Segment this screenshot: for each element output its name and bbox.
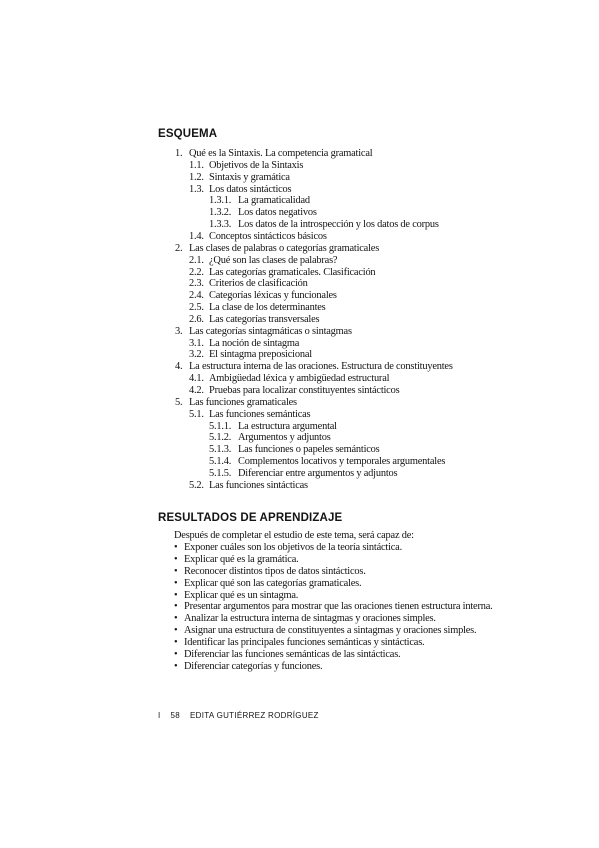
outline-text: La gramaticalidad — [238, 195, 310, 207]
outline-text: Las funciones sintácticas — [209, 479, 308, 491]
outline-item — [189, 267, 375, 279]
bullet-icon: • — [174, 649, 178, 661]
bullet-icon: • — [174, 565, 178, 577]
outline-text: La estructura interna de las oraciones. Estructura de constituyentes — [189, 361, 453, 373]
outline-number: 5. — [175, 396, 183, 408]
outline-number: 2.1. — [189, 254, 204, 266]
outline-item — [209, 468, 397, 480]
outline-number: 5.1.5. — [209, 467, 232, 479]
bullet-item — [174, 649, 493, 661]
bullet-icon: • — [174, 625, 178, 637]
resultados-list — [174, 542, 493, 673]
outline-text: Ambigüedad léxica y ambigüedad estructural — [209, 373, 390, 385]
outline-text: Criterios de clasificación — [209, 278, 308, 290]
outline-number: 3.1. — [189, 337, 204, 349]
outline-number: 4.1. — [189, 373, 204, 385]
outline-number: 1.4. — [189, 230, 204, 242]
bullet-icon: • — [174, 613, 178, 625]
outline-text: Las funciones semánticas — [209, 408, 311, 420]
outline-item — [209, 195, 310, 207]
outline-number: 1.3.3. — [209, 219, 232, 231]
bullet-icon: • — [174, 589, 178, 601]
outline-item — [175, 243, 379, 255]
outline-item — [189, 409, 310, 421]
outline-text: La clase de los determinantes — [209, 302, 326, 314]
outline-text: Objetivos de la Sintaxis — [209, 159, 304, 171]
bullet-text: Explicar qué son las categorías gramaticales. — [184, 577, 362, 589]
outline-item — [209, 432, 331, 444]
outline-number: 2.2. — [189, 266, 204, 278]
outline-text: La noción de sintagma — [209, 337, 300, 349]
bullet-item — [174, 590, 493, 602]
outline-text: Qué es la Sintaxis. La competencia gramatical — [189, 148, 373, 159]
outline-number: 1.3. — [189, 183, 204, 195]
outline-number: 4.2. — [189, 385, 204, 396]
outline-number: 5.1.4. — [209, 456, 232, 468]
bullet-item — [174, 542, 493, 554]
outline-item — [209, 421, 337, 433]
outline-text: Las categorías transversales — [209, 313, 320, 325]
outline-text: El sintagma preposicional — [209, 349, 312, 361]
bullet-item — [174, 637, 493, 649]
outline-text: ¿Qué son las clases de palabras? — [209, 254, 338, 266]
outline-text: Argumentos y adjuntos — [238, 432, 331, 444]
outline-number: 5.1.2. — [209, 432, 232, 444]
bullet-icon: • — [174, 577, 178, 589]
bullet-item — [174, 566, 493, 578]
outline-number: 3.2. — [189, 349, 204, 361]
outline-item — [175, 326, 352, 338]
bullet-item — [174, 613, 493, 625]
outline-number: 2.3. — [189, 278, 204, 290]
outline-text: Diferenciar entre argumentos y adjuntos — [238, 467, 398, 479]
outline-item — [189, 172, 290, 184]
outline-item — [189, 255, 337, 267]
outline-item — [209, 444, 380, 456]
outline-item — [209, 207, 317, 219]
esquema-heading: ESQUEMA — [158, 128, 218, 140]
outline-text: Los datos negativos — [238, 207, 317, 219]
outline-number: 5.1.3. — [209, 444, 232, 456]
outline-item — [189, 480, 308, 492]
outline-text: Las categorías gramaticales. Clasificación — [209, 266, 376, 278]
outline-text: Los datos de la introspección y los datos de corpus — [238, 219, 439, 231]
outline-number: 1.2. — [189, 171, 204, 183]
outline-item — [189, 290, 337, 302]
outline-text: Categorías léxicas y funcionales — [209, 290, 337, 302]
outline-number: 5.1.1. — [209, 420, 232, 432]
bullet-text: Presentar argumentos para mostrar que las oraciones tienen estructura interna. — [184, 601, 493, 613]
outline-text: La estructura argumental — [238, 420, 337, 432]
outline-text: Las funciones gramaticales — [189, 396, 297, 408]
bullet-text: Reconocer distintos tipos de datos sintácticos. — [184, 565, 366, 577]
outline-item — [175, 361, 453, 373]
footer-author: EDITA GUTIÉRREZ RODRÍGUEZ — [190, 711, 319, 720]
outline-item — [189, 338, 299, 350]
bullet-item — [174, 625, 493, 637]
bullet-text: Diferenciar categorías y funciones. — [184, 660, 323, 672]
bullet-item — [174, 601, 493, 613]
bullet-item — [174, 554, 493, 566]
outline-number: 5.2. — [189, 479, 204, 491]
bullet-text: Diferenciar las funciones semánticas de las sintácticas. — [184, 649, 401, 661]
bullet-text: Exponer cuáles son los objetivos de la teoría sintáctica. — [184, 542, 402, 553]
outline-item — [189, 314, 319, 326]
outline-number: 2.4. — [189, 290, 204, 302]
outline-text: Conceptos sintácticos básicos — [209, 230, 327, 242]
outline-item — [189, 231, 327, 243]
outline-number: 2. — [175, 242, 183, 254]
outline-number: 4. — [175, 361, 183, 373]
outline-item — [189, 349, 312, 361]
bullet-item — [174, 661, 493, 673]
bullet-text: Identificar las principales funciones semánticas y sintácticas. — [184, 637, 425, 649]
bullet-text: Asignar una estructura de constituyentes a sintagmas y oraciones simples. — [184, 625, 477, 637]
outline-item — [189, 278, 308, 290]
outline-item — [189, 184, 291, 196]
outline-item — [175, 148, 372, 160]
footer-separator: I — [158, 711, 161, 720]
outline-item — [209, 219, 439, 231]
bullet-icon: • — [174, 660, 178, 672]
outline-item — [209, 456, 445, 468]
outline-number: 1.3.2. — [209, 207, 232, 219]
outline-item — [189, 385, 399, 397]
outline-text: Las clases de palabras o categorías gramaticales — [189, 242, 380, 254]
outline-number: 1.1. — [189, 159, 204, 171]
bullet-text: Explicar qué es un sintagma. — [184, 589, 299, 601]
bullet-icon: • — [174, 553, 178, 565]
outline-number: 2.5. — [189, 302, 204, 314]
outline-text: Sintaxis y gramática — [209, 171, 290, 183]
outline-item — [175, 397, 297, 409]
outline-text: Las funciones o papeles semánticos — [238, 444, 380, 456]
outline-text: Los datos sintácticos — [209, 183, 292, 195]
outline-text: Complementos locativos y temporales argumentales — [238, 456, 446, 468]
bullet-text: Explicar qué es la gramática. — [184, 553, 299, 565]
outline-item — [189, 160, 303, 172]
resultados-intro: Después de completar el estudio de este tema, será capaz de: — [174, 530, 414, 541]
bullet-icon: • — [174, 542, 178, 553]
bullet-text: Analizar la estructura interna de sintagmas y oraciones simples. — [184, 613, 436, 625]
outline-item — [189, 302, 326, 314]
outline-number: 1.3.1. — [209, 195, 232, 207]
outline-number: 3. — [175, 325, 183, 337]
outline-text: Las categorías sintagmáticas o sintagmas — [189, 325, 352, 337]
outline-number: 5.1. — [189, 408, 204, 420]
bullet-icon: • — [174, 601, 178, 613]
page-footer — [158, 711, 319, 720]
bullet-item — [174, 578, 493, 590]
bullet-icon: • — [174, 637, 178, 649]
outline-item — [189, 373, 389, 385]
outline-number: 2.6. — [189, 313, 204, 325]
outline-text: Pruebas para localizar constituyentes sintácticos — [209, 385, 400, 396]
outline-number: 1. — [175, 148, 183, 159]
resultados-heading: RESULTADOS DE APRENDIZAJE — [158, 512, 343, 524]
page-number: 58 — [170, 711, 181, 720]
